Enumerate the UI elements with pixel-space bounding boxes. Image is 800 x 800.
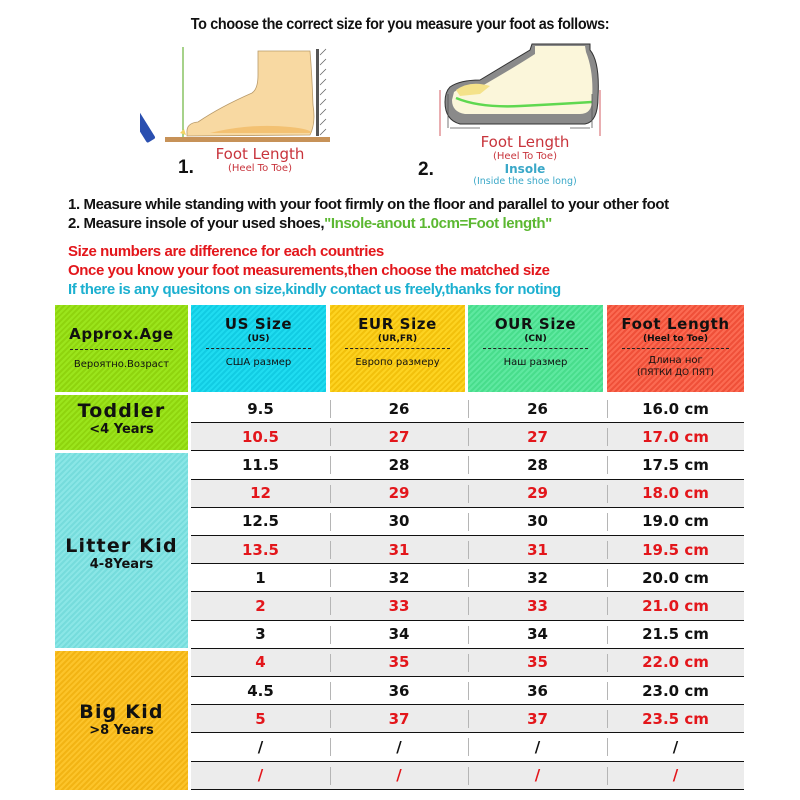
column-divider [607,654,608,672]
column-divider [468,597,469,615]
inside-shoe-label: (Inside the shoe long) [473,176,577,187]
cn-size-cell: 34 [527,625,548,644]
column-divider [330,738,331,756]
table-row [191,508,744,536]
column-divider [330,569,331,587]
foot-length-cell: 22.0 cm [642,653,709,672]
column-divider [607,485,608,503]
header-foot-length: Foot Length (Heel to Toe) Длина ног (ПЯТКИ ДО ПЯТ) [607,305,744,392]
foot-length-cell: 18.0 cm [642,484,709,503]
eur-size-cell: 34 [388,625,410,644]
foot-length-cell: 23.5 cm [642,709,709,728]
eur-size-cell: 31 [388,540,410,559]
column-divider [607,710,608,728]
table-row [191,480,744,508]
step-number-1: 1. [178,157,194,178]
table-row [191,705,744,733]
shoe-insole-icon [420,42,620,137]
cn-size-cell: 26 [527,399,548,418]
header-our-size: OUR Size (CN) Наш размер [468,305,603,392]
foot-length-cell: 20.0 cm [642,568,709,587]
foot-length-cell: / [672,766,679,785]
column-divider [468,513,469,531]
foot-length-cell: 16.0 cm [642,399,709,418]
us-size-cell: 1 [255,568,266,587]
table-row [191,649,744,677]
cn-size-cell: 29 [527,484,548,503]
insole-label: Insole [504,162,546,176]
us-size-cell: / [257,737,264,756]
us-size-cell: 3 [255,625,266,644]
table-row [191,536,744,564]
foot-length-cell: 21.5 cm [642,625,709,644]
column-divider [330,428,331,446]
column-divider [468,626,469,644]
cn-size-cell: 27 [527,427,548,446]
column-divider [468,400,469,418]
note-size-difference: Size numbers are difference for each countries [68,243,384,260]
table-row [191,621,744,649]
column-divider [607,456,608,474]
foot-length-cell: 19.0 cm [642,512,709,531]
column-divider [468,710,469,728]
column-divider [468,738,469,756]
column-divider [330,767,331,785]
eur-size-cell: 33 [388,596,410,615]
foot-length-cell: / [672,737,679,756]
column-divider [330,400,331,418]
age-group-toddler: Toddler <4 Years [55,395,188,450]
column-divider [607,767,608,785]
cn-size-cell: / [534,766,541,785]
table-row [191,592,744,620]
table-row [191,423,744,451]
column-divider [330,654,331,672]
us-size-cell: 10.5 [241,427,279,446]
table-row [191,762,744,790]
cn-size-cell: 30 [527,512,548,531]
header-approx-age: Approx.Age Вероятно.Возраст [55,305,188,392]
us-size-cell: 12 [250,484,271,503]
instruction-1: 1. Measure while standing with your foot firmly on the floor and parallel to your other foot [68,196,669,213]
column-divider [468,456,469,474]
column-divider [468,541,469,559]
eur-size-cell: / [396,766,402,785]
column-divider [468,654,469,672]
us-size-cell: 2 [255,596,266,615]
eur-size-cell: 28 [388,455,410,474]
cn-size-cell: 28 [527,455,548,474]
column-divider [607,541,608,559]
column-divider [330,541,331,559]
foot-on-ruler-icon [140,45,340,145]
note-contact-us: If there is any quesitons on size,kindly contact us freely,thanks for noting [68,281,561,298]
table-row [191,451,744,479]
header-eur-size: EUR Size (UR,FR) Европо размеру [330,305,465,392]
cn-size-cell: 32 [527,568,548,587]
age-group-big-kid: Big Kid >8 Years [55,651,188,790]
foot-length-label-2: Foot Length [480,133,570,151]
step-number-2: 2. [418,159,434,180]
table-row [191,733,744,761]
foot-length-cell: 23.0 cm [642,681,709,700]
us-size-cell: 11.5 [241,455,279,474]
eur-size-cell: 35 [388,653,410,672]
column-divider [607,400,608,418]
insole-tip: "Insole-anout 1.0cm=Foot length" [324,215,552,232]
cn-size-cell: / [534,737,541,756]
foot-length-cell: 19.5 cm [642,540,709,559]
cn-size-cell: 33 [527,596,548,615]
column-divider [468,682,469,700]
us-size-cell: 9.5 [247,399,274,418]
eur-size-cell: 27 [388,427,410,446]
column-divider [607,597,608,615]
eur-size-cell: 26 [388,399,410,418]
foot-length-label: Foot Length [215,145,305,163]
instruction-2: 2. Measure insole of your used shoes,"Insole-anout 1.0cm=Foot length" [68,215,552,232]
column-divider [330,456,331,474]
us-size-cell: 12.5 [241,512,279,531]
column-divider [330,597,331,615]
eur-size-cell: 32 [388,568,410,587]
header-us-size: US Size (US) США размер [191,305,326,392]
column-divider [607,626,608,644]
note-choose-size: Once you know your foot measurements,then choose the matched size [68,262,550,279]
heel-to-toe-label-2: (Heel To Toe) [493,151,557,162]
eur-size-cell: 37 [388,709,410,728]
column-divider [607,513,608,531]
table-row [191,677,744,705]
column-divider [330,710,331,728]
foot-measure-diagram-1 [140,45,340,185]
column-divider [468,767,469,785]
column-divider [468,569,469,587]
eur-size-cell: 30 [388,512,410,531]
us-size-cell: 4.5 [247,681,274,700]
cn-size-cell: 37 [527,709,548,728]
cn-size-cell: 36 [527,681,548,700]
column-divider [468,428,469,446]
column-divider [330,513,331,531]
foot-length-cell: 17.0 cm [642,427,709,446]
cn-size-cell: 31 [527,540,548,559]
column-divider [330,626,331,644]
heel-to-toe-label: (Heel To Toe) [228,163,292,174]
column-divider [330,682,331,700]
table-row [191,395,744,423]
foot-length-cell: 17.5 cm [642,455,709,474]
cn-size-cell: 35 [527,653,548,672]
age-group-litter-kid: Litter Kid 4-8Years [55,453,188,648]
us-size-cell: / [257,766,264,785]
column-divider [607,738,608,756]
table-row [191,564,744,592]
eur-size-cell: 36 [388,681,410,700]
column-divider [330,485,331,503]
page-title: To choose the correct size for you measure your foot as follows: [190,16,610,33]
column-divider [468,485,469,503]
us-size-cell: 13.5 [241,540,279,559]
insole-measure-diagram-2 [420,42,620,197]
us-size-cell: 4 [255,653,266,672]
eur-size-cell: / [396,737,402,756]
column-divider [607,682,608,700]
us-size-cell: 5 [255,709,266,728]
column-divider [607,428,608,446]
foot-length-cell: 21.0 cm [642,596,709,615]
column-divider [607,569,608,587]
eur-size-cell: 29 [388,484,410,503]
